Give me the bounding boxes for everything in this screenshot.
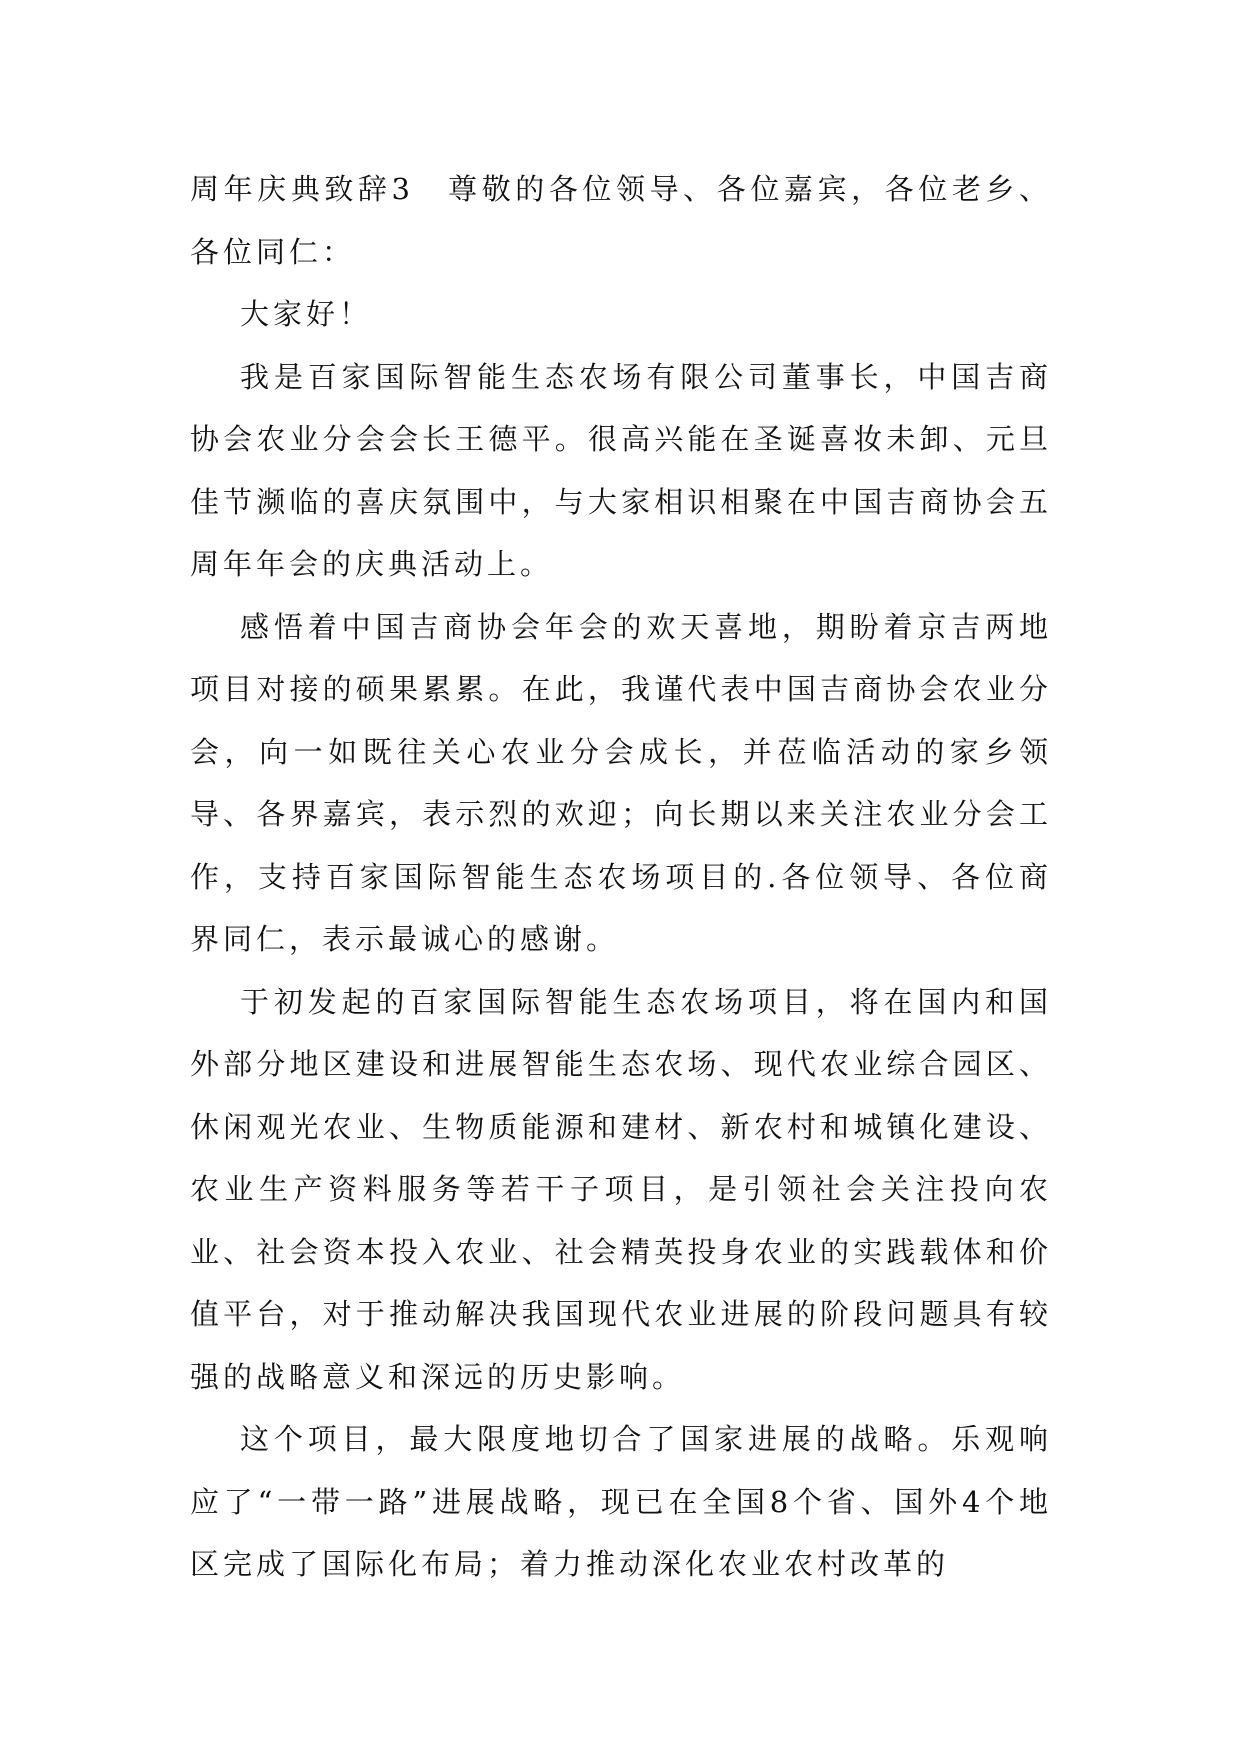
paragraph-hello: 大家好！ bbox=[240, 297, 373, 331]
document-body bbox=[190, 158, 1052, 1596]
paragraph-project-strategy: 这个项目，最大限度地切合了国家进展的战略。乐观响应了“一带一路”进展战略，现已在全国8个省、国外4个地区完成了国际化布局；着力推动深化农业农村改革的 bbox=[190, 1422, 1052, 1581]
paragraph-thanks: 感悟着中国吉商协会年会的欢天喜地，期盼着京吉两地项目对接的硕果累累。在此，我谨代表中国吉商协会农业分会，向一如既往关心农业分会成长，并莅临活动的家乡领导、各界嘉宾，表示烈的欢迎；向长期以来关注农业分会工作，支持百家国际智能生态农场项目的.各位领导、各位商界同仁，表示最诚心的感谢。 bbox=[190, 609, 1052, 956]
paragraph-greeting-header: 周年庆典致辞3 尊敬的各位领导、各位嘉宾，各位老乡、各位同仁： bbox=[190, 172, 1052, 269]
paragraph-project-overview: 于初发起的百家国际智能生态农场项目，将在国内和国外部分地区建设和进展智能生态农场、现代农业综合园区、休闲观光农业、生物质能源和建材、新农村和城镇化建设、农业生产资料服务等若干子项目，是引领社会关注投向农业、社会资本投入农业、社会精英投身农业的实践载体和价值平台，对于推动解决我国现代农业进展的阶段问题具有较强的战略意义和深远的历史影响。 bbox=[190, 984, 1052, 1394]
paragraph-self-introduction: 我是百家国际智能生态农场有限公司董事长，中国吉商协会农业分会会长王德平。很高兴能在圣诞喜妆未卸、元旦佳节濒临的喜庆氛围中，与大家相识相聚在中国吉商协会五周年年会的庆典活动上。 bbox=[190, 359, 1052, 581]
